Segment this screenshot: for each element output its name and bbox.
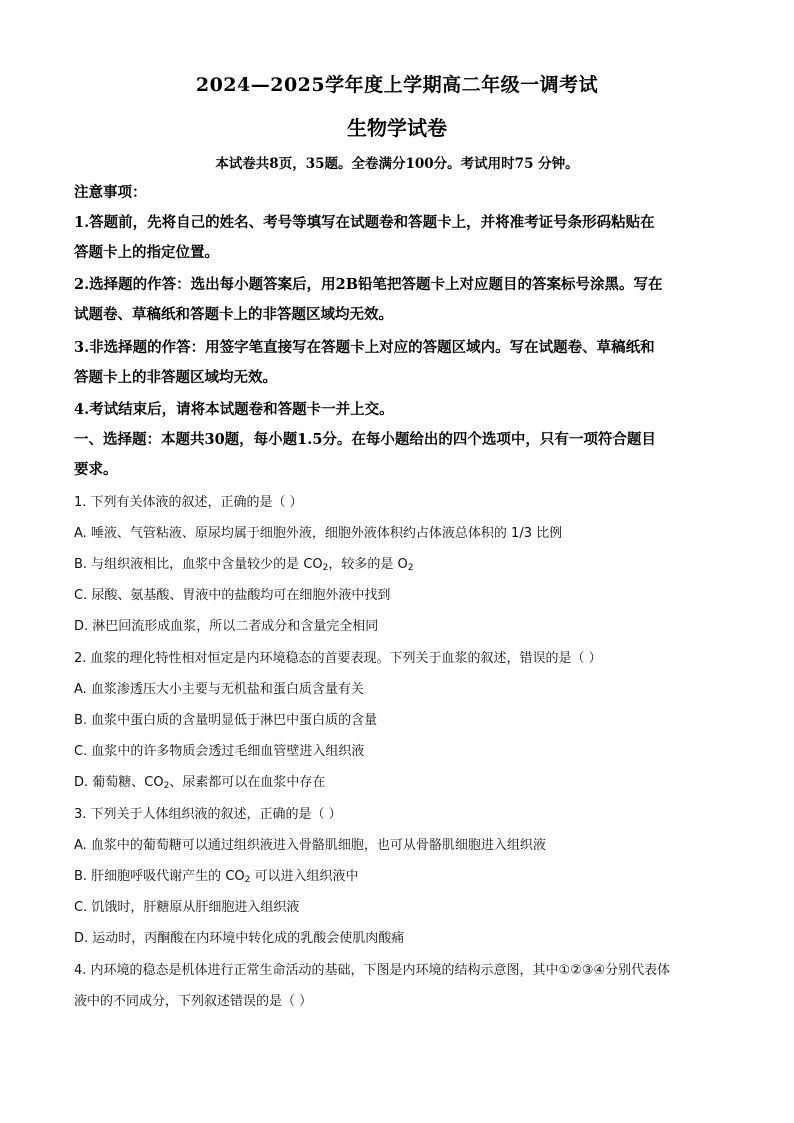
q2-option-d-subscript: 2: [163, 781, 170, 791]
q1-option-b-subscript-1: 2: [322, 563, 329, 573]
q3-option-c: C. 饥饿时，肝糖原从肝细胞进入组织液: [74, 900, 300, 915]
exam-subject: 生物学试卷: [347, 116, 447, 140]
note-3-line-1: 3.非选择题的作答：用签字笔直接写在答题卡上对应的答题区域内。写在试题卷、草稿纸和: [74, 339, 655, 356]
q4-stem-line-2: 液中的不同成分，下列叙述错误的是（ ）: [74, 994, 313, 1009]
note-2-line-2: 试题卷、草稿纸和答题卡上的非答题区域均无效。: [74, 306, 393, 323]
q3-stem: 3. 下列关于人体组织液的叙述，正确的是（ ）: [74, 807, 342, 822]
note-1-line-2: 答题卡上的指定位置。: [74, 244, 219, 261]
q1-option-a: A. 唾液、气管粘液、原尿均属于细胞外液，细胞外液体积约占体液总体积的 1/3 比例: [74, 526, 563, 541]
q3-option-b-text-1: B. 肝细胞呼吸代谢产生的 CO: [74, 869, 245, 884]
note-4: 4.考试结束后，请将本试题卷和答题卡一并上交。: [74, 401, 394, 418]
q2-option-b: B. 血浆中蛋白质的含量明显低于淋巴中蛋白质的含量: [74, 713, 378, 728]
q1-option-b-subscript-2: 2: [407, 563, 414, 573]
q4-stem-line-1: 4. 内环境的稳态是机体进行正常生命活动的基础，下图是内环境的结构示意图，其中①②③④分别代表体: [74, 963, 671, 978]
q2-stem: 2. 血浆的理化特性相对恒定是内环境稳态的首要表现。下列关于血浆的叙述，错误的是（ ）: [74, 651, 602, 666]
q2-option-d-text-1: D. 葡萄糖、CO: [74, 775, 164, 790]
notes-heading: 注意事项：: [74, 184, 147, 201]
q3-option-a: A. 血浆中的葡萄糖可以通过组织液进入骨骼肌细胞，也可从骨骼肌细胞进入组织液: [74, 838, 546, 853]
q1-option-b-text-2: ，较多的是 O: [328, 557, 408, 572]
q1-option-b-text-1: B. 与组织液相比，血浆中含量较少的是 CO: [74, 557, 323, 572]
section-1-line-1: 一、选择题：本题共30题，每小题1.5分。在每小题给出的四个选项中，只有一项符合题目: [74, 431, 656, 448]
exam-title: 2024—2025学年度上学期高二年级一调考试: [195, 74, 599, 96]
q3-option-b-text-2: 可以进入组织液中: [250, 869, 359, 884]
q1-option-b: [74, 556, 734, 574]
q3-option-b: [74, 868, 734, 886]
q3-option-b-subscript: 2: [244, 875, 251, 885]
q2-option-d: [74, 774, 734, 792]
q2-option-a: A. 血浆渗透压大小主要与无机盐和蛋白质含量有关: [74, 682, 364, 697]
note-1-line-1: 1.答题前，先将自己的姓名、考号等填写在试题卷和答题卡上，并将准考证号条形码粘贴在: [74, 214, 655, 231]
section-1-line-2: 要求。: [74, 461, 118, 478]
exam-summary: 本试卷共8页，35题。全卷满分100分。考试用时75 分钟。: [215, 156, 579, 172]
q1-stem: 1. 下列有关体液的叙述，正确的是（ ）: [74, 495, 303, 510]
note-2-line-1: 2.选择题的作答：选出每小题答案后，用2B铅笔把答题卡上对应题目的答案标号涂黑。写在: [74, 276, 663, 293]
q1-option-c: C. 尿酸、氨基酸、胃液中的盐酸均可在细胞外液中找到: [74, 588, 391, 603]
q2-option-c: C. 血浆中的许多物质会透过毛细血管壁进入组织液: [74, 744, 365, 759]
note-3-line-2: 答题卡上的非答题区域均无效。: [74, 369, 277, 386]
q1-option-d: D. 淋巴回流形成血浆，所以二者成分和含量完全相同: [74, 619, 379, 634]
q3-option-d: D. 运动时，丙酮酸在内环境中转化成的乳酸会使肌肉酸痛: [74, 931, 405, 946]
q2-option-d-text-2: 、尿素都可以在血浆中存在: [169, 775, 326, 790]
